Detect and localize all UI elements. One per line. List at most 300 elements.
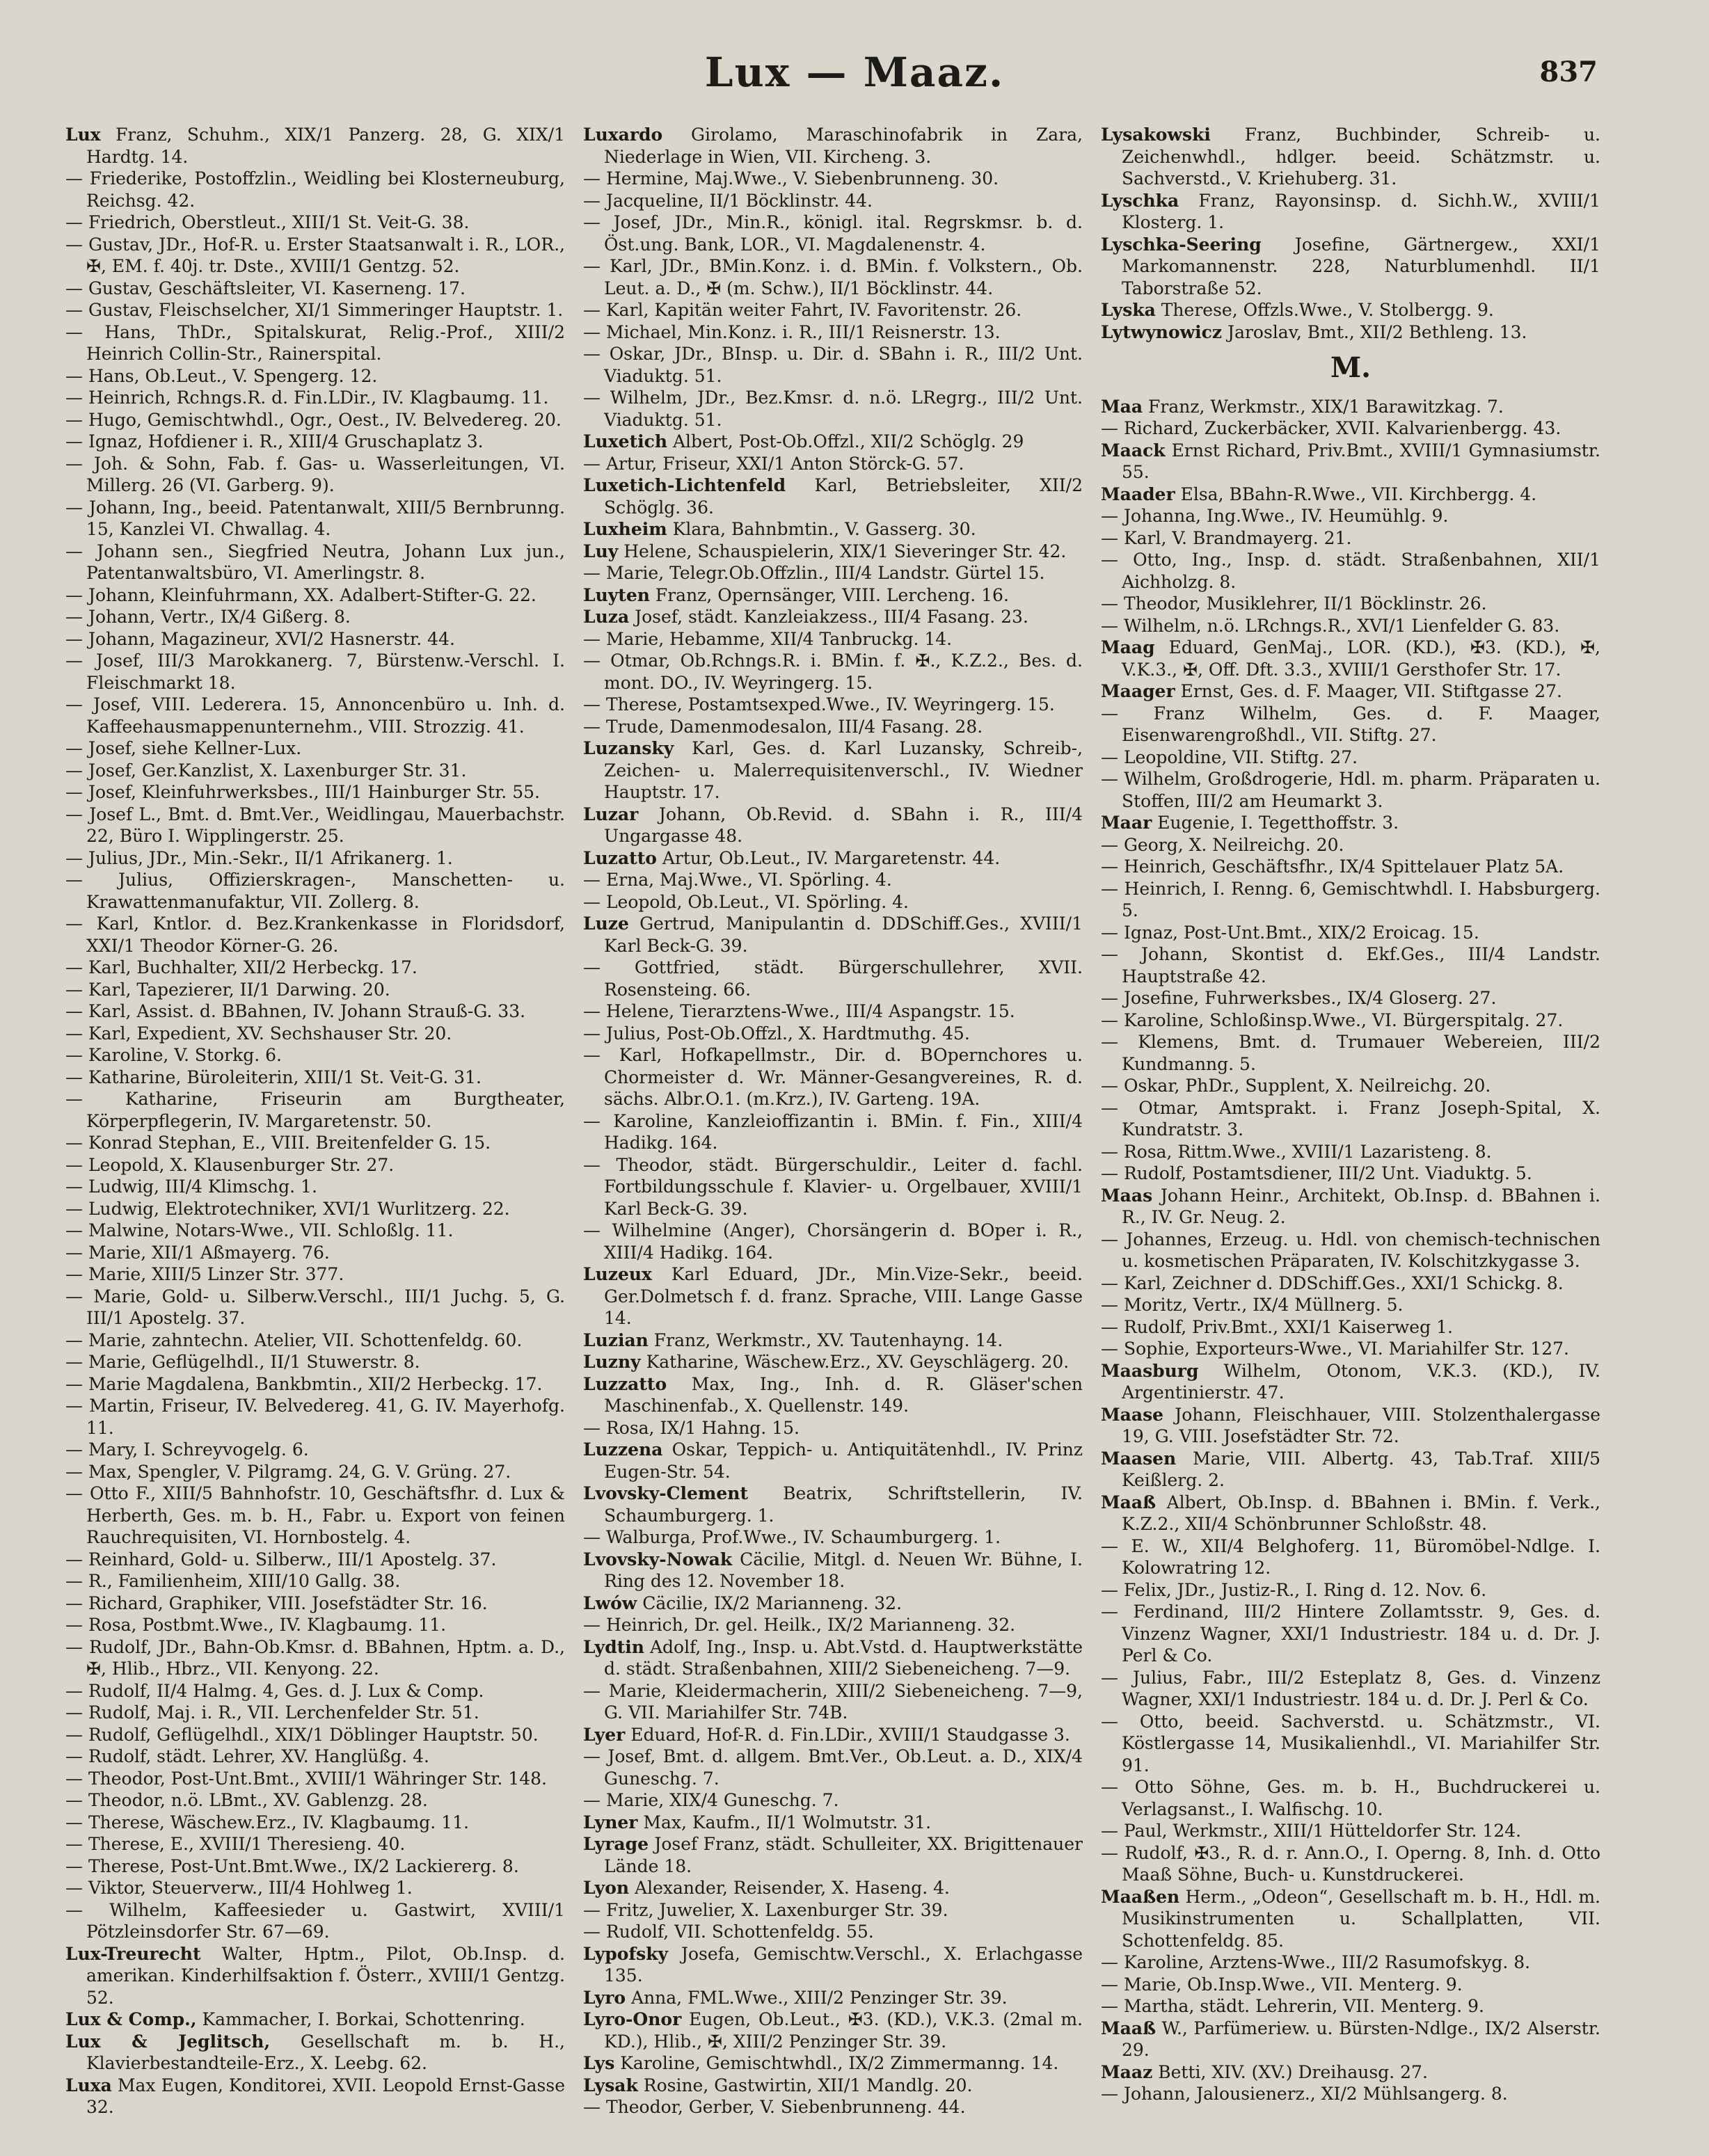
directory-entry [583,1329,1083,1352]
entry-text: — Marie, Gold- u. Silberw.Verschl., III/1 Juchg. 5, G. III/1 Apostelg. 37. [65,1286,565,1328]
entry-text: — Leopold, X. Klausenburger Str. 27. [65,1154,395,1175]
entry-text: — Malwine, Notars-Wwe., VII. Schloßlg. 11. [65,1220,454,1240]
entry-text: — Therese, Post-Unt.Bmt.Wwe., IX/2 Lackiererg. 8. [65,1855,519,1876]
entry-text: Eugen, Ob.Leut., ✠3. (KD.), V.K.3. (2mal m. KD.), Hlib., ✠, XIII/2 Penzinger Str. 39. [604,2009,1083,2052]
entry-text: Gertrud, Manipulantin d. DDSchiff.Ges., XVIII/1 Karl Beck-G. 39. [604,913,1083,956]
directory-entry [65,1899,565,1943]
entry-text: — Marie, Ob.Insp.Wwe., VII. Menterg. 9. [1101,1974,1463,1995]
section-letter: M. [1330,351,1372,384]
entry-text: — Therese, Wäschew.Erz., IV. Klagbaumg. 11. [65,1812,469,1832]
directory-entry [65,1636,565,1680]
directory-entry [583,518,1083,541]
directory-entry [1101,1316,1600,1339]
directory-entry [1101,1163,1600,1185]
entry-text: Eduard, GenMaj., LOR. (KD.), ✠3. (KD.), ✠, V.K.3., ✠, Off. Dft. 3.3., XVIII/1 Gersthofer Str. 17. [1122,637,1600,680]
entry-text: — Karl, Kapitän weiter Fahrt, IV. Favoritenstr. 26. [583,300,1022,320]
entry-text: — Otmar, Amtsprakt. i. Franz Joseph-Spital, X. Kundratstr. 3. [1101,1097,1600,1140]
directory-entry [1101,1404,1600,1448]
directory-column-3 [1101,124,1600,2141]
directory-entry [583,1746,1083,1789]
directory-entry [1101,440,1600,484]
entry-text: Katharine, Wäschew.Erz., XV. Geyschlägerg. 20. [640,1352,1070,1372]
directory-entry [1101,484,1600,506]
entry-text: — Hans, Ob.Leut., V. Spengerg. 12. [65,365,378,386]
directory-entry [65,1724,565,1746]
page-header [0,49,1709,104]
entry-surname: Lux & Comp., [65,2009,197,2029]
entry-surname: Maaßen [1101,1886,1180,1907]
directory-entry [1101,299,1600,321]
entry-text: Klara, Bahnbmtin., V. Gasserg. 30. [667,519,976,539]
entry-text: Walter, Hptm., Pilot, Ob.Insp. d. amerikan. Kinderhilfsaktion f. Österr., XVIII/1 Gentzg. 52. [86,1943,565,2008]
directory-entry [65,628,565,650]
entry-text: Eduard, Hof-R. d. Fin.LDir., XVIII/1 Staudgasse 3. [625,1724,1070,1745]
entry-text: — Hans, ThDr., Spitalskurat, Relig.-Prof., XIII/2 Heinrich Collin-Str., Rainerspital. [65,321,565,364]
directory-entry [583,562,1083,584]
directory-entry [1101,1338,1600,1360]
entry-text: — Marie, zahntechn. Atelier, VII. Schottenfeldg. 60. [65,1329,523,1350]
directory-entry [65,1176,565,1198]
directory-entry [583,1110,1083,1154]
directory-entry [65,1680,565,1702]
entry-text: — Trude, Damenmodesalon, III/4 Fasang. 28. [583,716,983,737]
entry-surname: Lux & Jeglitsch, [65,2031,271,2052]
entry-text: Franz, Buchbinder, Schreib- u. Zeichenwhdl., hdlger. beeid. Schätzmstr. u. Sachverstd., V. Kriehuberg. 31. [1122,125,1600,189]
entry-text: — Johann sen., Siegfried Neutra, Johann Lux jun., Patentanwaltsbüro, VI. Amerlingstr. 8. [65,541,565,583]
entry-text: — Richard, Graphiker, VIII. Josefstädter Str. 16. [65,1592,488,1613]
directory-entry [583,387,1083,431]
entry-text: — Johann, Skontist d. Ekf.Ges., III/4 Landstr. Hauptstraße 42. [1101,944,1600,987]
directory-entry [583,1877,1083,1899]
entry-surname: Luzzena [583,1439,663,1460]
directory-entry [65,650,565,694]
entry-text: — Max, Spengler, V. Pilgramg. 24, G. V. Grüng. 27. [65,1461,511,1482]
entry-text: Herm., „Odeon“, Gesellschaft m. b. H., Hdl. m. Musikinstrumenten u. Schallplatten, VII. Schottenfeldg. 85. [1122,1886,1600,1951]
directory-entry [583,1483,1083,1526]
directory-entry [1101,1820,1600,1842]
entry-text: Johann Heinr., Architekt, Ob.Insp. d. BBahnen i. R., IV. Gr. Neug. 2. [1122,1185,1600,1227]
entry-text: — Rudolf, städt. Lehrer, XV. Hanglüßg. 4. [65,1746,429,1766]
directory-entry [1101,2061,1600,2084]
entry-text: — Otto F., XIII/5 Bahnhofstr. 10, Geschäftsfhr. d. Lux & Herberth, Ges. m. b. H., Fabr. u. Export von feinen Rauchrequisiten, VI. Hornbostelg. 4. [65,1483,565,1547]
directory-entry [583,716,1083,738]
entry-text: — Marie, Hebamme, XII/4 Tanbruckg. 14. [583,628,953,649]
directory-entry [583,1833,1083,1877]
directory-column-1 [65,124,565,2141]
directory-entry [583,321,1083,344]
entry-text: — Johann, Magazineur, XVI/2 Hasnerstr. 44. [65,628,455,649]
directory-entry [65,1154,565,1176]
entry-text: Eugenie, I. Tegetthoffstr. 3. [1152,813,1399,833]
entry-text: Josefine, Gärtnergew., XXI/1 Markomannenstr. 228, Naturblumenhdl. II/1 Taborstraße 52. [1122,234,1600,298]
entry-text: — Johanna, Ing.Wwe., IV. Heumühlg. 9. [1101,506,1449,526]
directory-entry [1101,1886,1600,1952]
directory-entry [65,541,565,584]
directory-entry [583,2075,1083,2097]
directory-entry [65,278,565,300]
directory-entry [65,234,565,278]
directory-entry [1101,396,1600,418]
entry-surname: Lyska [1101,300,1156,320]
entry-text: — Theodor, n.ö. LBmt., XV. Gablenzg. 28. [65,1790,428,1810]
directory-entry [583,190,1083,212]
entry-text: — Viktor, Steuerverw., III/4 Hohlweg 1. [65,1878,413,1898]
entry-text: — Moritz, Vertr., IX/4 Müllnerg. 5. [1101,1295,1404,1315]
directory-entry [1101,505,1600,527]
directory-entry [583,1526,1083,1549]
directory-entry [65,2031,565,2075]
entry-surname: Maager [1101,681,1175,701]
entry-surname: Lwów [583,1592,637,1613]
entry-text: — E. W., XII/4 Belghoferg. 11, Büromöbel-Ndlge. I. Kolowratring 12. [1101,1535,1600,1578]
entry-surname: Luzzatto [583,1373,667,1394]
entry-text: — Hermine, Maj.Wwe., V. Siebenbrunneng. 30. [583,168,999,189]
entry-surname: Lypofsky [583,1943,669,1964]
entry-text: — Julius, Post-Ob.Offzl., X. Hardtmuthg. 45. [583,1023,970,1044]
entry-surname: Lux-Treurecht [65,1943,201,1964]
entry-text: Josef, städt. Kanzleiakzess., III/4 Fasang. 23. [629,607,1028,627]
entry-text: Johann, Ob.Revid. d. SBahn i. R., III/4 Ungargasse 48. [604,804,1083,846]
directory-entry [65,453,565,497]
directory-entry [65,847,565,870]
entry-text: — Josef, Kleinfuhrwerksbes., III/1 Hainburger Str. 55. [65,782,540,802]
directory-entry [583,650,1083,694]
directory-entry [65,1768,565,1790]
directory-entry [583,628,1083,650]
directory-entry [65,1746,565,1768]
entry-text: — Karl, Expedient, XV. Sechshauser Str. 20. [65,1023,452,1044]
entry-text: — Rosa, Postbmt.Wwe., IV. Klagbaumg. 11. [65,1615,447,1635]
directory-entry [1101,1995,1600,2018]
entry-text: — Karoline, V. Storkg. 6. [65,1045,282,1065]
directory-entry [1101,943,1600,987]
directory-entry [65,2009,565,2031]
entry-text: — Otmar, Ob.Rchngs.R. i. BMin. f. ✠., K.Z.2., Bes. d. mont. DO., IV. Weyringerg. 15. [583,650,1083,693]
entry-text: — Therese, Postamtsexped.Wwe., IV. Weyringerg. 15. [583,694,1055,714]
entry-text: — Theodor, städt. Bürgerschuldir., Leiter d. fachl. Fortbildungsschule f. Klavier- u. Orgelbauer, XVIII/1 Karl Beck-G. 39. [583,1154,1083,1219]
directory-entry [65,957,565,979]
entry-surname: Lydtin [583,1636,644,1657]
directory-entry [65,497,565,541]
entry-text: Franz, Werkmstr., XIX/1 Barawitzkag. 7. [1143,396,1504,417]
entry-text: — Martha, städt. Lehrerin, VII. Menterg. 9. [1101,1996,1484,2016]
entry-text: Johann, Fleischhauer, VIII. Stolzenthalergasse 19, G. VIII. Josefstädter Str. 72. [1122,1404,1600,1446]
entry-text: Karl Eduard, JDr., Min.Vize-Sekr., beeid. Ger.Dolmetsch f. d. franz. Sprache, VIII. Lange Gasse 14. [604,1264,1083,1328]
directory-entry [1101,1294,1600,1316]
entry-surname: Maaß [1101,2018,1156,2038]
entry-text: — Johann, Ing., beeid. Patentanwalt, XIII/5 Bernbrunng. 15, Kanzlei VI. Chwallag. 4. [65,497,565,539]
directory-entry [583,211,1083,255]
entry-text: Oskar, Teppich- u. Antiquitätenhdl., IV. Prinz Eugen-Str. 54. [604,1439,1083,1482]
directory-entry [1101,615,1600,637]
entry-text: Marie, VIII. Albertg. 43, Tab.Traf. XIII/5 Keißlerg. 2. [1122,1448,1600,1490]
directory-entry [583,1987,1083,2009]
entry-text: — Reinhard, Gold- u. Silberw., III/1 Apostelg. 37. [65,1549,497,1570]
directory-entry [65,1351,565,1373]
entry-surname: Luzian [583,1329,649,1350]
entry-text: Girolamo, Maraschinofabrik in Zara, Niederlage in Wien, VII. Kircheng. 3. [604,125,1083,167]
entry-text: — Georg, X. Neilreichg. 20. [1101,834,1344,855]
directory-entry [65,606,565,628]
entry-text: — Rudolf, Priv.Bmt., XXI/1 Kaiserweg 1. [1101,1316,1453,1337]
directory-entry [1101,637,1600,680]
directory-entry [65,1198,565,1220]
directory-entry [65,1395,565,1439]
directory-entry [583,1592,1083,1615]
entry-surname: Maaß [1101,1492,1156,1512]
entry-surname: Maasen [1101,1448,1177,1469]
directory-entry [583,343,1083,387]
entry-text: — Theodor, Musiklehrer, II/1 Böcklinstr. 26. [1101,593,1487,614]
entry-surname: Lyrage [583,1834,649,1854]
directory-entry [1101,2018,1600,2061]
entry-text: — Ignaz, Hofdiener i. R., XIII/4 Gruschaplatz 3. [65,431,484,452]
entry-text: — Felix, JDr., Justiz-R., I. Ring d. 12. Nov. 6. [1101,1579,1487,1600]
entry-text: — Heinrich, Geschäftsfhr., IX/4 Spittelauer Platz 5A. [1101,856,1564,877]
directory-entry [65,2075,565,2118]
directory-entry [65,869,565,913]
entry-text: — Theodor, Post-Unt.Bmt., XVIII/1 Währinger Str. 148. [65,1768,547,1789]
entry-surname: Lyschka-Seering [1101,234,1262,255]
entry-text: — Wilhelm, n.ö. LRchngs.R., XVI/1 Lienfelder G. 83. [1101,615,1560,636]
entry-text: — Josef, JDr., Min.R., königl. ital. Regrskmsr. b. d. Öst.ung. Bank, LOR., VI. Magdalenenstr. 4. [583,212,1083,255]
entry-text: — Johannes, Erzeug. u. Hdl. von chemisch-technischen u. kosmetischen Präparaten, IV. Kolschitzkygasse 3. [1101,1229,1600,1271]
entry-surname: Lyer [583,1724,626,1745]
page-title: Lux — Maaz. [704,49,1005,96]
directory-entry [583,168,1083,190]
entry-text: — Johann, Vertr., IX/4 Gißerg. 8. [65,607,351,627]
directory-entry [1101,812,1600,834]
directory-entry [65,1943,565,2009]
entry-text: — Heinrich, Rchngs.R. d. Fin.LDir., IV. Klagbaumg. 11. [65,388,549,408]
entry-text: — Rudolf, JDr., Bahn-Ob.Kmsr. d. BBahnen, Hptm. a. D., ✠, Hlib., Hbrz., VII. Kenyong. 22. [65,1636,565,1679]
entry-text: — Katharine, Friseurin am Burgtheater, Körperpflegerin, IV. Margaretenstr. 50. [65,1089,565,1131]
entry-surname: Luyten [583,584,650,605]
entry-text: Betti, XIV. (XV.) Dreihausg. 27. [1152,2061,1428,2082]
entry-text: — Karoline, Kanzleioffizantin i. BMin. f. Fin., XIII/4 Hadikg. 164. [583,1110,1083,1153]
directory-entry [583,913,1083,957]
entry-text: — Karl, Zeichner d. DDSchiff.Ges., XXI/1 Schickg. 8. [1101,1272,1564,1293]
entry-surname: Luzny [583,1352,641,1372]
directory-entry [583,1812,1083,1834]
entry-text: — Marie, Telegr.Ob.Offzlin., III/4 Landstr. Gürtel 15. [583,563,1045,583]
entry-text: — Gustav, Fleischselcher, XI/1 Simmeringer Hauptstr. 1. [65,300,564,320]
entry-text: Elsa, BBahn-R.Wwe., VII. Kirchbergg. 4. [1175,484,1537,504]
directory-entry [65,1439,565,1461]
directory-entry [583,1417,1083,1439]
entry-text: — Marie Magdalena, Bankbmtin., XII/2 Herbeckg. 17. [65,1373,543,1394]
entry-text: Beatrix, Schriftstellerin, IV. Schaumburgerg. 1. [604,1483,1083,1526]
page-number: 837 [1539,56,1598,88]
entry-text: — Friedrich, Oberstleut., XIII/1 St. Veit-G. 38. [65,212,470,232]
directory-entry [1101,190,1600,234]
entry-text: Kammacher, I. Borkai, Schottenring. [196,2009,525,2029]
directory-entry [65,1242,565,1264]
directory-entry [583,1614,1083,1636]
entry-text: — Hugo, Gemischtwhdl., Ogr., Oest., IV. Belvedereg. 20. [65,409,562,430]
entry-text: Franz, Werkmstr., XV. Tautenhayng. 14. [648,1329,1003,1350]
entry-text: — Konrad Stephan, E., VIII. Breitenfelder G. 15. [65,1133,491,1153]
entry-surname: Maack [1101,440,1166,461]
directory-entry [583,1044,1083,1110]
directory-entry [65,1833,565,1855]
entry-text: — Julius, JDr., Min.-Sekr., II/1 Afrikanerg. 1. [65,847,453,868]
entry-text: — Richard, Zuckerbäcker, XVII. Kalvarienbergg. 43. [1101,418,1561,438]
entry-text: — Otto, Ing., Insp. d. städt. Straßenbahnen, XII/1 Aichholzg. 8. [1101,550,1600,592]
entry-text: — Josef, Ger.Kanzlist, X. Laxenburger Str. 31. [65,760,467,781]
directory-entry [1101,527,1600,550]
entry-text: — Paul, Werkmstr., XIII/1 Hütteldorfer Str. 124. [1101,1821,1522,1841]
directory-entry [65,1286,565,1329]
directory-entry [65,1592,565,1615]
directory-entry [583,431,1083,453]
directory-entry [1101,1229,1600,1272]
directory-entry [65,299,565,321]
directory-entry [1101,987,1600,1009]
entry-text: — Marie, XIII/5 Linzer Str. 377. [65,1264,344,1284]
directory-entry [1101,746,1600,769]
directory-entry [583,1943,1083,1987]
entry-text: Franz, Rayonsinsp. d. Sichh.W., XVIII/1 Klosterg. 1. [1122,190,1600,232]
directory-entry [583,694,1083,716]
directory-entry [583,1263,1083,1329]
directory-entry [1101,834,1600,856]
entry-surname: Maag [1101,637,1155,657]
entry-text: Karl, Betriebsleiter, XII/2 Schöglg. 36. [604,475,1083,518]
entry-text: — Helene, Tierarztens-Wwe., III/4 Aspangstr. 15. [583,1001,1015,1021]
directory-entry [65,1044,565,1067]
directory-entry [1101,1667,1600,1711]
entry-text: Gesellschaft m. b. H., Klavierbestandteile-Erz., X. Leebg. 62. [86,2031,565,2073]
directory-entry [1101,1031,1600,1075]
entry-text: Max, Ing., Inh. d. R. Gläser'schen Maschinenfab., X. Quellenstr. 149. [604,1373,1083,1416]
directory-entry [583,1724,1083,1746]
entry-text: — Ludwig, Elektrotechniker, XVI/1 Wurlitzerg. 22. [65,1198,510,1219]
directory-entry [583,1373,1083,1417]
entry-surname: Lysak [583,2075,638,2095]
entry-surname: Luza [583,607,630,627]
entry-surname: Lyro [583,1987,626,2008]
directory-entry [65,781,565,804]
entry-text: — Karl, Hofkapellmstr., Dir. d. BOpernchores u. Chormeister d. Wr. Männer-Gesangvereines, R. d. sächs. Albr.O.1. (m.Krz.), IV. Garteng. 19A. [583,1045,1083,1109]
directory-entry [65,1570,565,1592]
directory-entry [65,1329,565,1352]
directory-entry [65,760,565,782]
entry-text: — Wilhelmine (Anger), Chorsängerin d. BOper i. R., XIII/4 Hadikg. 164. [583,1220,1083,1263]
entry-text: — Marie, Kleidermacherin, XIII/2 Siebeneicheng. 7—9, G. VII. Mariahilfer Str. 74B. [583,1680,1083,1723]
entry-text: — Ferdinand, III/2 Hintere Zollamtsstr. 9, Ges. d. Vinzenz Wagner, XXI/1 Industriestr. 184 u. d. Dr. J. Perl & Co. [1101,1602,1600,1666]
entry-text: — Rosa, IX/1 Hahng. 15. [583,1417,800,1438]
entry-text: — Fritz, Juwelier, X. Laxenburger Str. 39. [583,1899,948,1920]
entry-text: Josefa, Gemischtw.Verschl., X. Erlachgasse 135. [604,1943,1083,1986]
directory-entry [1101,321,1600,344]
entry-text: — Oskar, PhDr., Supplent, X. Neilreichg. 20. [1101,1076,1491,1096]
entry-text: Karoline, Gemischtwhdl., IX/2 Zimmermanng. 14. [614,2053,1059,2073]
directory-entry [583,1636,1083,1680]
directory-entry [583,255,1083,299]
entry-text: — Joh. & Sohn, Fab. f. Gas- u. Wasserleitungen, VI. Millerg. 26 (VI. Garberg. 9). [65,453,565,495]
directory-entry [65,1855,565,1878]
entry-text: — Erna, Maj.Wwe., VI. Spörling. 4. [583,870,892,890]
directory-entry [65,387,565,409]
directory-entry [65,1067,565,1089]
entry-text: — Josef, III/3 Marokkanerg. 7, Bürstenw.-Verschl. I. Fleischmarkt 18. [65,650,565,693]
entry-text: Franz, Schuhm., XIX/1 Panzerg. 28, G. XIX/1 Hardtg. 14. [86,125,565,167]
entry-text: Franz, Opernsänger, VIII. Lercheng. 16. [649,584,1009,605]
entry-text: — Franz Wilhelm, Ges. d. F. Maager, Eisenwarengroßhdl., VII. Stiftg. 27. [1101,703,1600,745]
entry-surname: Maa [1101,396,1143,417]
entry-surname: Lyro-Onor [583,2009,682,2029]
directory-entry [65,409,565,431]
entry-text: — Wilhelm, Kaffeesieder u. Gastwirt, XVIII/1 Pötzleinsdorfer Str. 67—69. [65,1899,565,1942]
entry-text: Therese, Offzls.Wwe., V. Stolbergg. 9. [1155,300,1494,320]
entry-text: Helene, Schauspielerin, XIX/1 Sieveringer Str. 42. [618,541,1067,561]
entry-surname: Luze [583,913,629,934]
directory-entry [583,891,1083,913]
directory-entry [1101,768,1600,812]
directory-entry [65,804,565,847]
entry-surname: Luzeux [583,1264,652,1284]
entry-text: Anna, FML.Wwe., XIII/2 Penzinger Str. 39. [626,1987,1008,2008]
entry-text: — Rudolf, Maj. i. R., VII. Lerchenfelder Str. 51. [65,1702,479,1723]
entry-surname: Lyner [583,1812,638,1832]
entry-surname: Luzansky [583,738,674,758]
entry-text: — Marie, XII/1 Aßmayerg. 76. [65,1242,330,1263]
entry-text: Adolf, Ing., Insp. u. Abt.Vstd. d. Hauptwerkstätte d. städt. Straßenbahnen, XIII/2 Siebeneicheng. 7—9. [604,1636,1083,1679]
directory-entry [1101,417,1600,440]
directory-entry [583,1000,1083,1023]
directory-entry [583,1154,1083,1220]
directory-entry [65,584,565,607]
directory-entry [1101,2083,1600,2105]
directory-entry [583,1351,1083,1373]
entry-text: — Friederike, Postoffzlin., Weidling bei Klosterneuburg, Reichsg. 42. [65,168,565,211]
directory-entry [65,694,565,737]
entry-text: — Marie, XIX/4 Guneschg. 7. [583,1790,839,1810]
entry-text: — Jacqueline, II/1 Böcklinstr. 44. [583,190,873,211]
entry-text: — Rudolf, Postamtsdiener, III/2 Unt. Viaduktg. 5. [1101,1163,1532,1183]
entry-surname: Luzar [583,804,639,824]
entry-text: — Josef, siehe Kellner-Lux. [65,738,302,758]
directory-entry [583,584,1083,607]
entry-text: — Karl, Buchhalter, XII/2 Herbeckg. 17. [65,957,418,977]
directory-entry [1101,1492,1600,1535]
directory-entry [1101,1272,1600,1295]
entry-text: Alexander, Reisender, X. Haseng. 4. [629,1878,950,1898]
entry-text: — Leopoldine, VII. Stiftg. 27. [1101,746,1358,767]
entry-text: — Ignaz, Post-Unt.Bmt., XIX/2 Eroicag. 15. [1101,922,1479,943]
directory-entry [65,365,565,388]
entry-text: — Otto, beeid. Sachverstd. u. Schätzmstr., VI. Köstlergasse 14, Musikalienhdl., VI. Mariahilfer Str. 91. [1101,1711,1600,1775]
directory-entry [65,1023,565,1045]
directory-entry [583,2096,1083,2118]
directory-entry [65,1789,565,1812]
directory-entry [65,431,565,453]
entry-surname: Maas [1101,1185,1153,1206]
directory-entry [1101,234,1600,300]
entry-text: — Karl, Kntlor. d. Bez.Krankenkasse in Floridsdorf, XXI/1 Theodor Körner-G. 26. [65,913,565,956]
entry-text: — Marie, Geflügelhdl., II/1 Stuwerstr. 8. [65,1352,420,1372]
entry-text: — Theodor, Gerber, V. Siebenbrunneng. 44. [583,2097,966,2117]
entry-text: — Johann, Kleinfuhrmann, XX. Adalbert-Stifter-G. 22. [65,584,536,605]
entry-surname: Luxardo [583,125,663,145]
directory-entry [583,1789,1083,1812]
entry-surname: Lys [583,2053,615,2073]
directory-entry [1101,1097,1600,1141]
directory-entry [65,1132,565,1154]
entry-surname: Luxheim [583,519,667,539]
entry-text: — Wilhelm, Großdrogerie, Hdl. m. pharm. Präparaten u. Stoffen, III/2 am Heumarkt 3. [1101,769,1600,811]
